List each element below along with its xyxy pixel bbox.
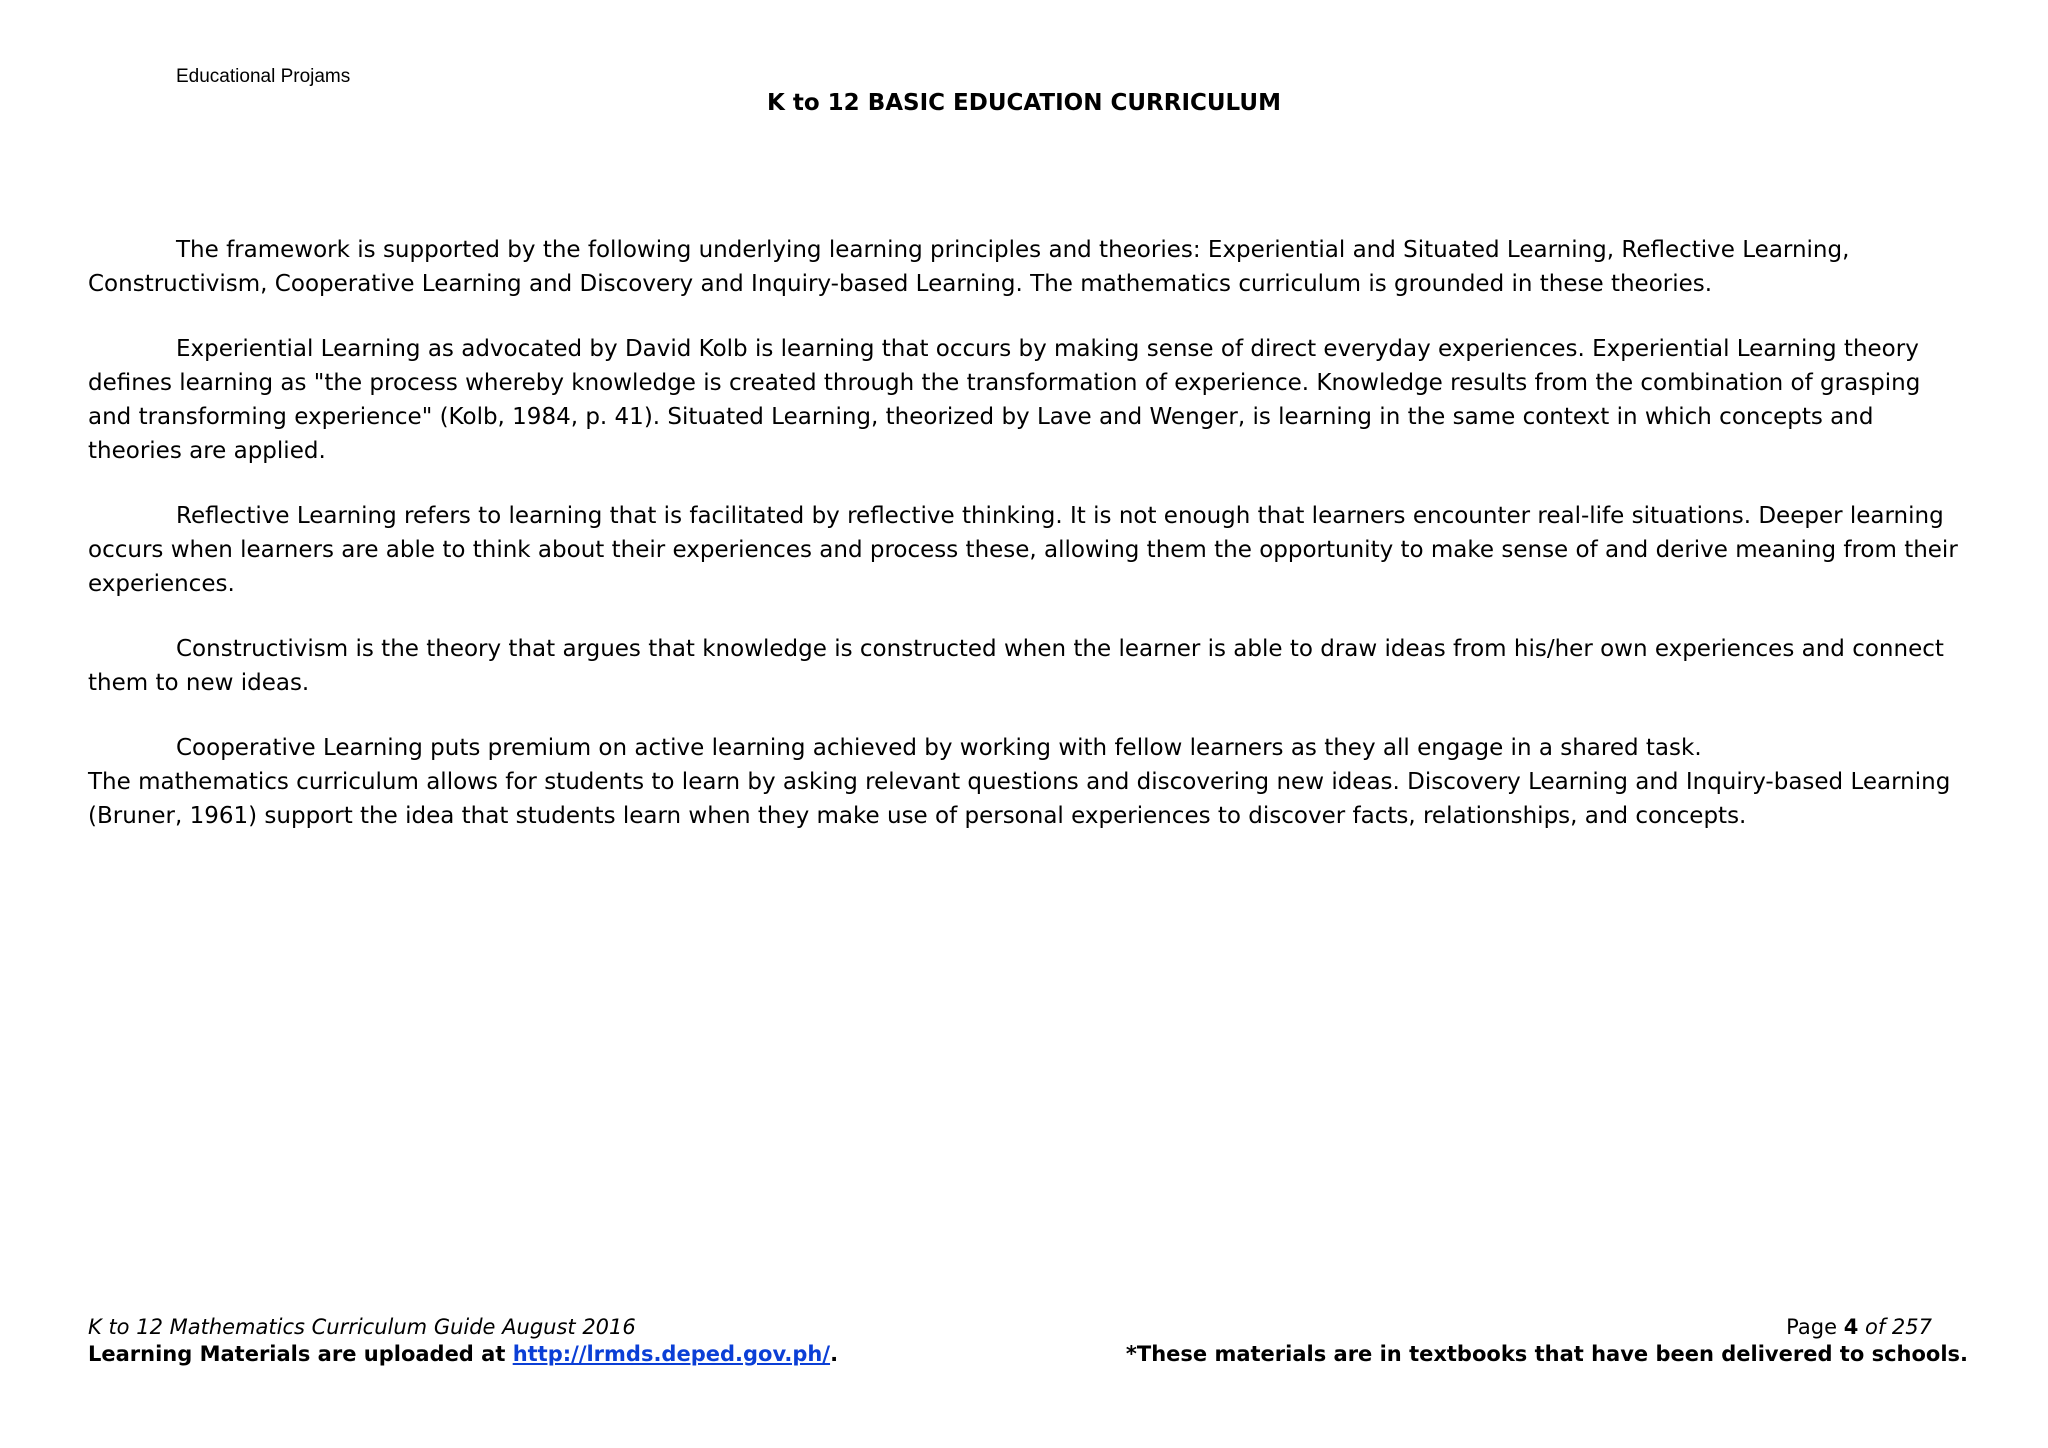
footer-upload-line: Learning Materials are uploaded at http://lrmds.deped.gov.ph/. — [88, 1342, 839, 1366]
paragraph-cooperative-learning: Cooperative Learning puts premium on active learning achieved by working with fellow learners as they all engage in a shared task. — [176, 735, 1702, 761]
paragraph-framework: The framework is supported by the following underlying learning principles and theories: Experiential and Situated Learning, Reflective Learning, Constructivism, Cooperative Learning and Discovery and Inquiry-based Learning. The mathematics curriculum is grounded in these theories. — [88, 237, 1850, 297]
footer-left — [88, 1314, 838, 1368]
paragraph-constructivism: Constructivism is the theory that argues that knowledge is constructed when the learner is able to draw ideas from his/her own experiences and connect them to new ideas. — [88, 636, 1944, 696]
page-indicator: Page 4 of 257 — [1786, 1315, 1932, 1339]
lrmds-link[interactable]: http://lrmds.deped.gov.ph/ — [512, 1342, 831, 1366]
paragraph-experiential-learning: Experiential Learning as advocated by David Kolb is learning that occurs by making sense of direct everyday experiences. Experiential Learning theory defines learning as "the process whereby knowledge is created through the transformation of experience. Knowledge results from the combination of grasping and transforming experience" (Kolb, 1984, p. 41). Situated Learning, theorized by Lave and Wenger, is learning in the same context in which concepts and theories are applied. — [88, 336, 1921, 464]
document-body — [88, 233, 1968, 864]
footer-note: *These materials are in textbooks that have been delivered to schools. — [1125, 1342, 1968, 1366]
paragraph-reflective-learning: Reflective Learning refers to learning that is facilitated by reflective thinking. It is not enough that learners encounter real-life situations. Deeper learning occurs when learners are able to think about their experiences and process these, allowing them the opportunity to make sense of and derive meaning from their experiences. — [88, 503, 1958, 597]
watermark-text: Educational Projams — [176, 66, 351, 87]
page-title: K to 12 BASIC EDUCATION CURRICULUM — [767, 90, 1281, 116]
footer-right — [1126, 1314, 1968, 1368]
paragraph-discovery-learning: The mathematics curriculum allows for students to learn by asking relevant questions and discovering new ideas. Discovery Learning and Inquiry-based Learning (Bruner, 1961) support the idea that students learn when they make use of personal experiences to discover facts, relationships, and concepts. — [88, 769, 1951, 829]
footer-guide-title: K to 12 Mathematics Curriculum Guide August 2016 — [88, 1315, 636, 1339]
page-number: 4 — [1843, 1315, 1859, 1339]
